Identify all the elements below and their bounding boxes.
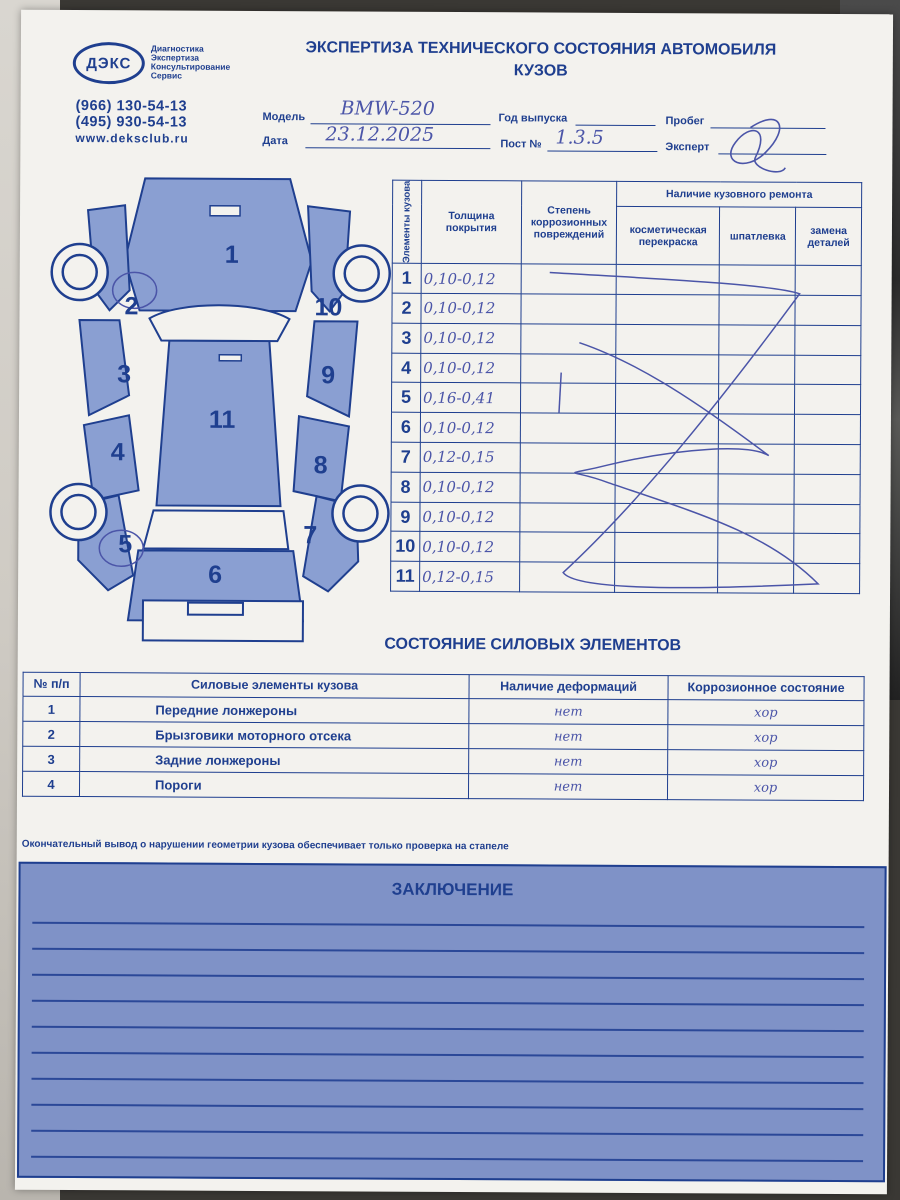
thickness-cell[interactable]: 0,10-0,12 bbox=[420, 472, 520, 502]
car-zone-9: 9 bbox=[321, 361, 336, 390]
car-zone-2: 2 bbox=[124, 292, 139, 321]
thickness-cell[interactable]: 0,12-0,15 bbox=[420, 562, 520, 592]
conclusion-line[interactable] bbox=[31, 1078, 863, 1084]
col-elements: Элементы кузова bbox=[392, 180, 421, 263]
col-corrosion: Степень коррозионных повреждений bbox=[521, 181, 617, 265]
thickness-cell[interactable]: 0,10-0,12 bbox=[420, 413, 520, 443]
form-title: ЭКСПЕРТИЗА ТЕХНИЧЕСКОГО СОСТОЯНИЯ АВТОМОБИЛЯ КУЗОВ bbox=[305, 39, 777, 80]
table-row: 9 0,10-0,12 bbox=[391, 502, 860, 534]
date-label: Дата bbox=[262, 134, 288, 148]
table-row: 5 0,16-0,41 bbox=[391, 383, 860, 415]
conclusion-title: ЗАКЛЮЧЕНИЕ bbox=[391, 879, 514, 900]
deform-cell[interactable]: нет bbox=[469, 724, 668, 750]
deform-cell[interactable]: нет bbox=[468, 774, 667, 800]
thickness-cell[interactable]: 0,10-0,12 bbox=[421, 264, 521, 294]
model-label: Модель bbox=[262, 110, 306, 124]
power-section-title: СОСТОЯНИЕ СИЛОВЫХ ЭЛЕМЕНТОВ bbox=[384, 635, 682, 655]
conclusion-line[interactable] bbox=[32, 974, 864, 980]
power-elements-table bbox=[22, 672, 865, 801]
phone-2: (495) 930-54-13 bbox=[75, 114, 188, 131]
contacts bbox=[75, 98, 188, 147]
post-value[interactable]: 1.3.5 bbox=[555, 126, 604, 149]
car-zone-8: 8 bbox=[313, 451, 328, 480]
table-row: 4 0,10-0,12 bbox=[392, 353, 861, 385]
col-element: Силовые элементы кузова bbox=[80, 673, 469, 699]
car-zone-4: 4 bbox=[110, 438, 125, 467]
col-replace: замена деталей bbox=[796, 207, 862, 266]
col-corrosion-state: Коррозионное состояние bbox=[668, 676, 864, 701]
date-value[interactable]: 23.12.2025 bbox=[325, 123, 435, 146]
table-row: 3 Задние лонжероны нет хор bbox=[23, 746, 864, 775]
col-putty: шпатлевка bbox=[720, 207, 796, 266]
geometry-note: Окончательный вывод о нарушении геометрии кузова обеспечивает только проверка на стапеле bbox=[21, 838, 509, 853]
logo-text: Диагностика Экспертиза Консультирование Сервис bbox=[150, 43, 231, 81]
thickness-cell[interactable]: 0,16-0,41 bbox=[420, 383, 520, 413]
thickness-cell[interactable]: 0,10-0,12 bbox=[421, 323, 521, 353]
car-zone-5: 5 bbox=[118, 530, 133, 559]
year-label: Год выпуска bbox=[498, 112, 568, 125]
col-repair-group: Наличие кузовного ремонта bbox=[617, 181, 862, 207]
car-zone-11: 11 bbox=[208, 405, 236, 434]
table-row: 3 0,10-0,12 bbox=[392, 323, 861, 355]
corrosion-cell[interactable]: хор bbox=[668, 700, 864, 726]
thickness-cell[interactable]: 0,10-0,12 bbox=[421, 293, 521, 323]
conclusion-line[interactable] bbox=[32, 948, 864, 954]
table-row: 4 Пороги нет хор bbox=[22, 771, 863, 800]
thickness-cell[interactable]: 0,10-0,12 bbox=[420, 502, 520, 532]
car-zone-10: 10 bbox=[314, 293, 343, 322]
car-zone-6: 6 bbox=[208, 560, 223, 589]
post-underline bbox=[547, 150, 657, 152]
car-zone-1: 1 bbox=[224, 240, 239, 269]
conclusion-line[interactable] bbox=[32, 922, 864, 928]
car-zone-7: 7 bbox=[303, 521, 318, 550]
website: www.deksclub.ru bbox=[75, 131, 189, 146]
table-row: 7 0,12-0,15 bbox=[391, 442, 860, 474]
table-row: 6 0,10-0,12 bbox=[391, 412, 860, 444]
date-underline bbox=[305, 147, 490, 149]
table-row: 10 0,10-0,12 bbox=[391, 532, 860, 564]
conclusion-box bbox=[17, 862, 887, 1183]
inspection-form bbox=[15, 10, 893, 1195]
post-label: Пост № bbox=[500, 138, 542, 151]
thickness-cell[interactable]: 0,12-0,15 bbox=[420, 442, 520, 472]
conclusion-line[interactable] bbox=[31, 1104, 863, 1110]
car-zone-3: 3 bbox=[117, 360, 132, 389]
conclusion-line[interactable] bbox=[32, 1052, 864, 1058]
car-body-diagram bbox=[48, 170, 396, 662]
phone-1: (966) 130-54-13 bbox=[75, 98, 188, 115]
col-num: № п/п bbox=[23, 672, 80, 696]
corrosion-cell[interactable]: хор bbox=[668, 750, 864, 776]
expert-signature bbox=[710, 107, 800, 187]
pen-strikethrough bbox=[518, 252, 840, 614]
logo-oval: ДЭКС bbox=[73, 42, 145, 84]
conclusion-line[interactable] bbox=[31, 1130, 863, 1136]
expert-label: Эксперт bbox=[665, 141, 710, 154]
deform-cell[interactable]: нет bbox=[469, 699, 668, 725]
col-thickness: Толщина покрытия bbox=[421, 180, 521, 264]
conclusion-line[interactable] bbox=[31, 1156, 863, 1162]
col-deform: Наличие деформаций bbox=[469, 675, 668, 700]
table-row: 2 0,10-0,12 bbox=[392, 293, 861, 325]
deform-cell[interactable]: нет bbox=[469, 749, 668, 775]
conclusion-line[interactable] bbox=[32, 1000, 864, 1006]
corrosion-cell[interactable]: хор bbox=[668, 725, 864, 751]
table-row: 11 0,12-0,15 bbox=[391, 561, 860, 593]
table-row: 2 Брызговики моторного отсека нет хор bbox=[23, 721, 864, 750]
thickness-cell[interactable]: 0,10-0,12 bbox=[420, 532, 520, 562]
corrosion-cell[interactable]: хор bbox=[667, 775, 863, 801]
table-row: 1 Передние лонжероны нет хор bbox=[23, 696, 864, 725]
mileage-label: Пробег bbox=[665, 115, 705, 128]
conclusion-line[interactable] bbox=[32, 1026, 864, 1032]
table-row: 1 0,10-0,12 bbox=[392, 263, 861, 295]
model-value[interactable]: BMW-520 bbox=[340, 97, 435, 120]
table-row: 8 0,10-0,12 bbox=[391, 472, 860, 504]
col-cosmetic: косметическая перекраска bbox=[617, 206, 720, 265]
thickness-cell[interactable]: 0,10-0,12 bbox=[421, 353, 521, 383]
